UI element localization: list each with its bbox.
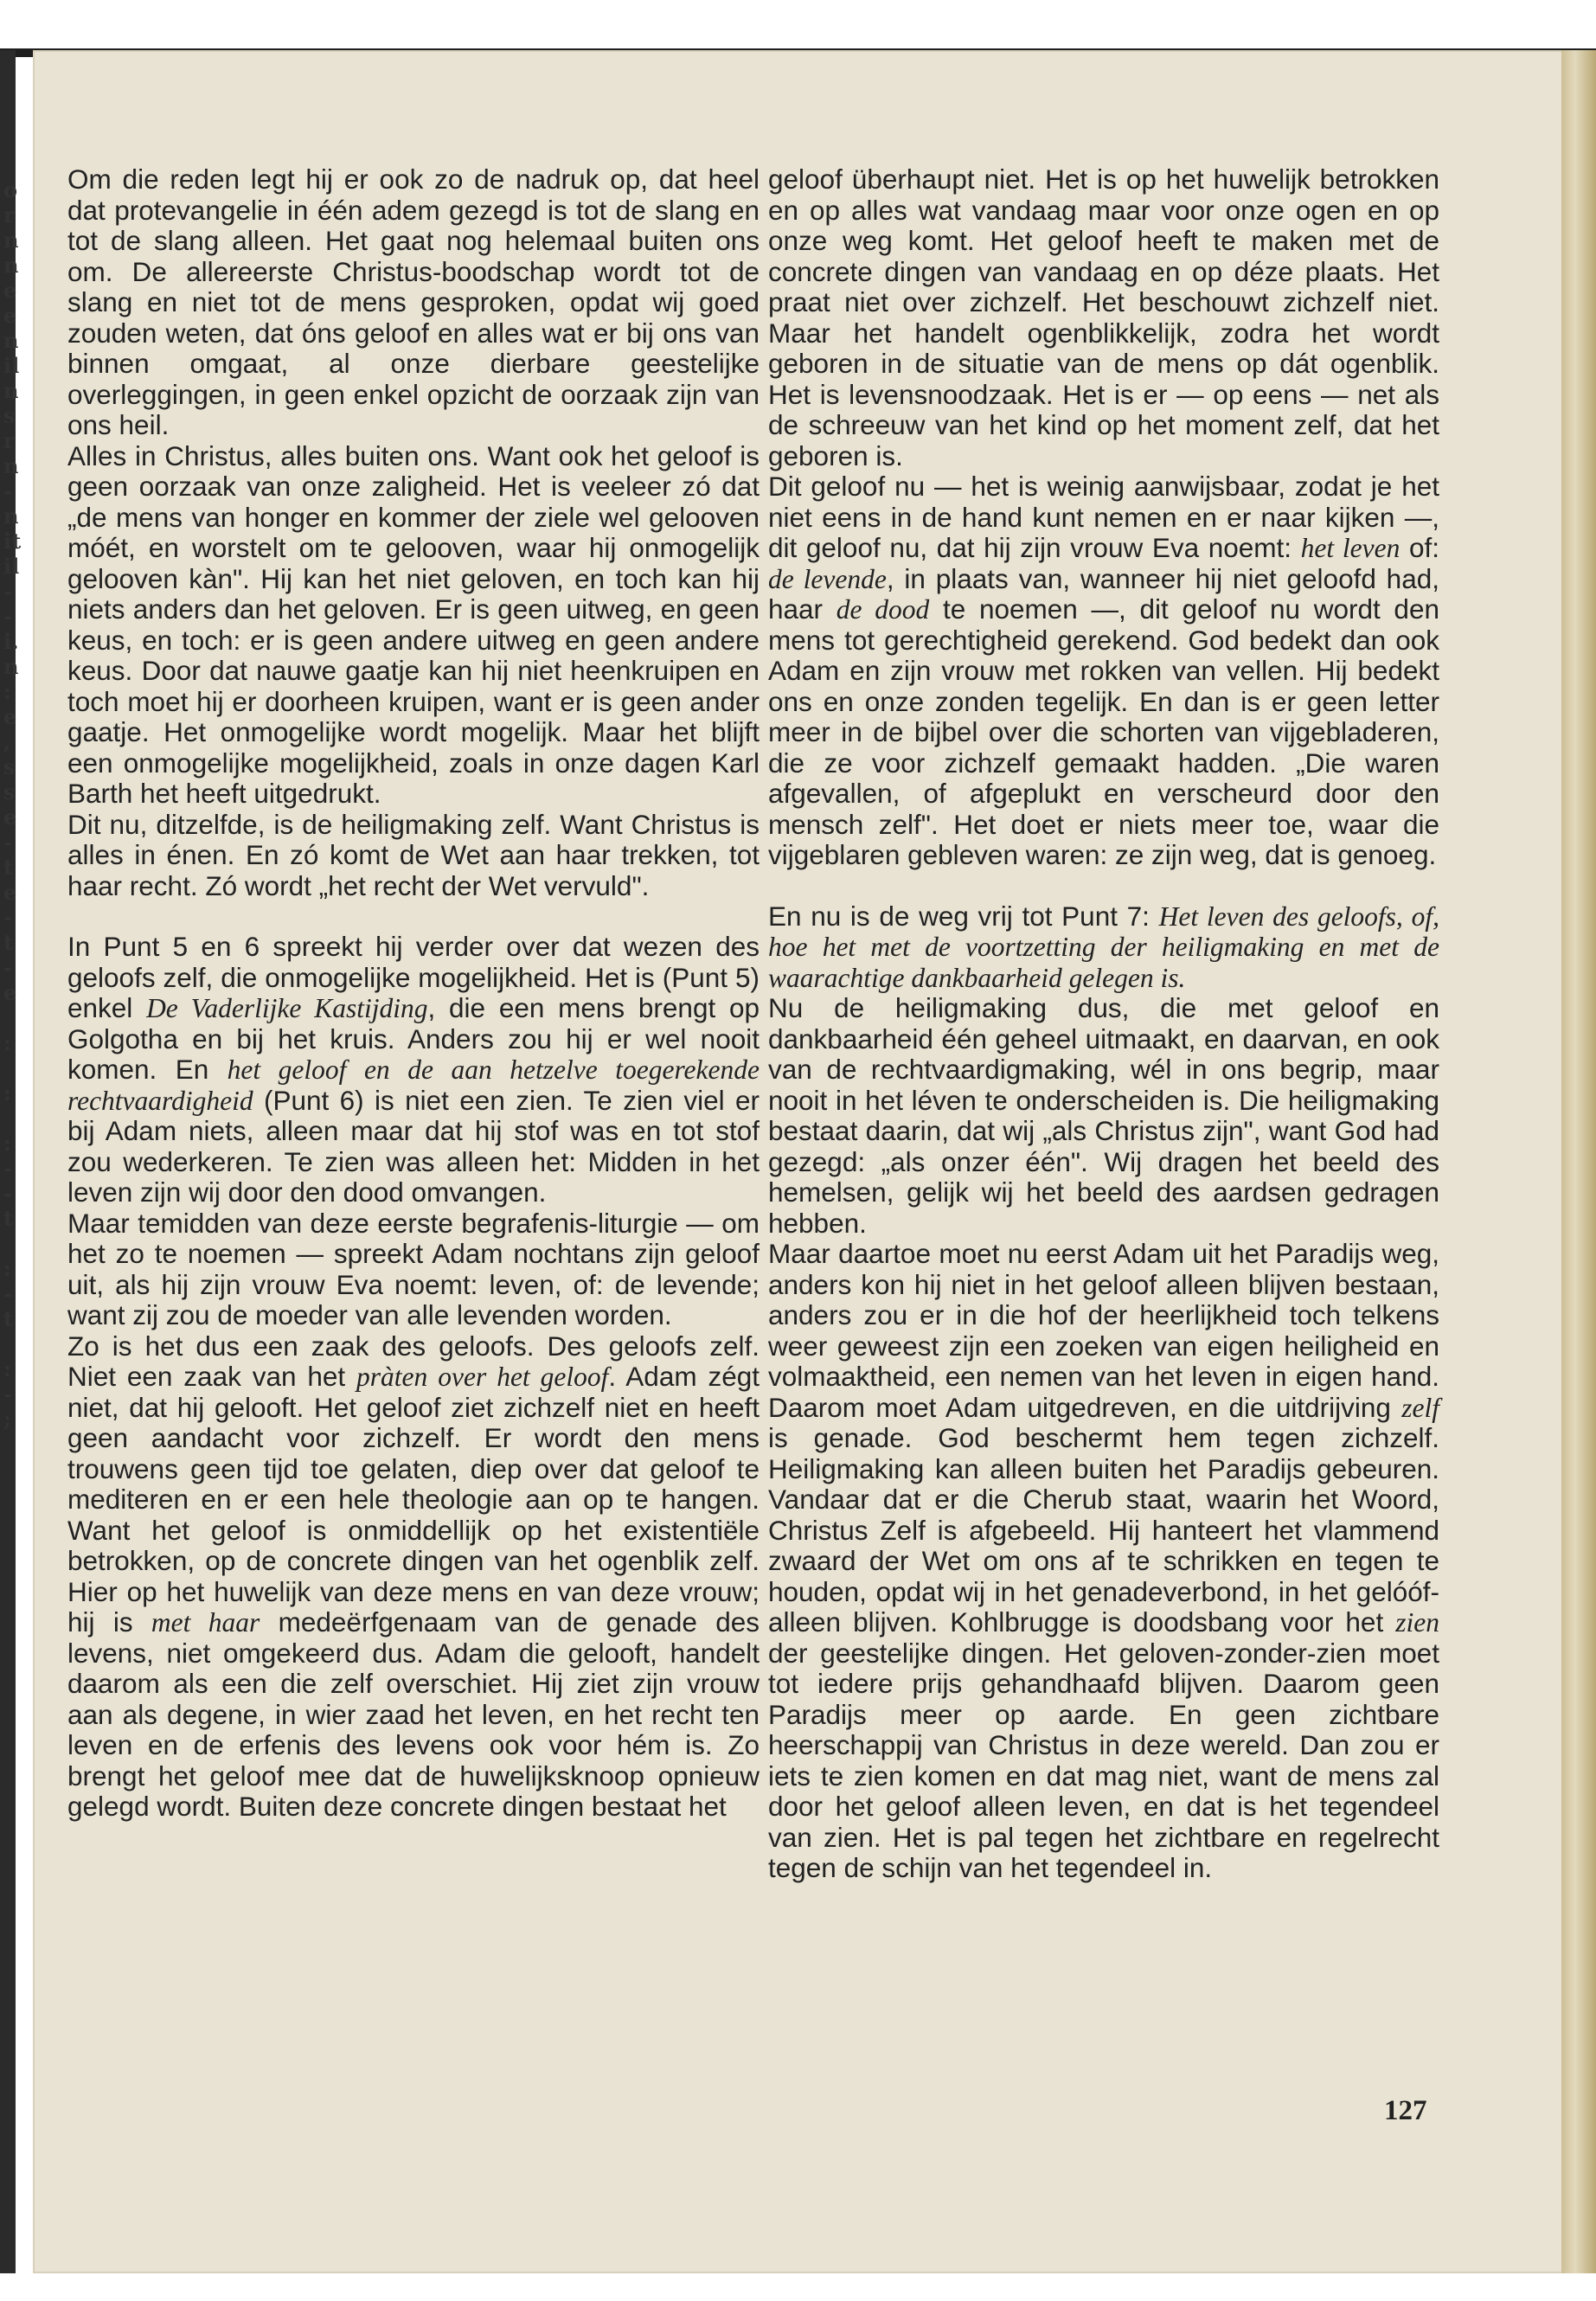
margin-fragment: n [3, 654, 19, 679]
text: Dit nu, ditzelfde, is de heiligmaking zelf. Want Christus is alles in énen. En zó komt de Wet aan haar trekken, tot haar recht. Zó wordt „het recht der Wet vervuld". [67, 808, 760, 901]
text: . Adam zégt niet, dat hij gelooft. Het geloof ziet zichzelf niet en heeft geen aandacht voor zichzelf. Er wordt den mens trouwens geen tijd toe gelaten, diep over dat geloof te mediteren en er een hele theologie aan op te hangen. Want het geloof is onmiddellijk op het existentiële betrokken, op de concrete dingen van het ogenblik zelf. Hier op het huwelijk van deze mens en van deze vrouw; hij is [67, 1361, 760, 1638]
italic-text: zien [1395, 1607, 1439, 1638]
text: Zo is het dus een zaak des geloofs. Des geloofs zelf. Niet een zaak van het [67, 1330, 760, 1392]
italic-text: Het leven des geloofs, of, hoe het met de voortzetting der heiligmaking en met de waarachtige dankbaarheid gelegen is. [768, 901, 1439, 993]
margin-fragment: - [3, 1281, 12, 1306]
margin-fragment: t [3, 930, 14, 955]
paragraph [67, 164, 760, 441]
margin-fragment: : [3, 679, 11, 704]
margin-fragment: r [3, 428, 15, 453]
margin-fragment: n [3, 453, 19, 478]
margin-fragment: - [3, 1381, 12, 1407]
text: Maar temidden van deze eerste begrafenis-liturgie — om het zo te noemen — spreekt Adam nochtans zijn geloof uit, als hij zijn vrouw Eva noemt: leven, of: de levende; want zij zou de moeder van alle levenden worden. [67, 1207, 760, 1330]
text: , die een mens brengt op Golgotha en bij het kruis. Anders zou hij er wel nooit komen. En [67, 992, 760, 1085]
margin-fragment [3, 1055, 29, 1080]
margin-fragment: e [3, 804, 17, 830]
margin-fragment: n [3, 378, 19, 403]
margin-fragment: n [3, 228, 19, 253]
italic-text: met haar [151, 1607, 260, 1638]
paragraph [768, 471, 1439, 871]
margin-fragment: it [3, 529, 22, 554]
margin-fragment: : [3, 1030, 11, 1055]
margin-fragment: t [3, 1206, 14, 1231]
margin-fragment: s [3, 403, 16, 428]
text: der geestelijke dingen. Het geloven-zonder-zien moet tot iedere prijs gehandhaafd blijven. Daarom geen Paradijs meer op aarde. En geen zichtbare heerschappij van Christus in deze wereld. Dan zou er iets te zien komen en dat mag niet, want de mens zal door het geloof alleen leven, en dat is het tegendeel van zien. Het is pal tegen het zichtbare en regelrecht tegen de schijn van het tegendeel in. [768, 1637, 1439, 1883]
text: Dit geloof nu — het is weinig aanwijsbaar, zodat je het niet eens in de hand kunt nemen en er naar kijken —, dit geloof nu, dat hij zijn vrouw Eva noemt: [768, 471, 1439, 563]
text: geloof überhaupt niet. Het is op het huwelijk betrokken en op alles wat vandaag maar voor onze ogen en op onze weg komt. Het geloof heeft te maken met de concrete dingen van vandaag en op déze plaats. Het praat niet over zichzelf. Het beschouwt zichzelf niet. Maar het handelt ogenblikkelijk, zodra het wordt geboren in de situatie van de mens op dát ogenblik. Het is levensnoodzaak. Het is er — op eens — net als de schreeuw van het kind op het moment zelf, dat het geboren is. [768, 163, 1439, 471]
text: En nu is de weg vrij tot Punt 7: [768, 900, 1159, 932]
margin-fragment: ; [3, 1407, 11, 1432]
paragraph [67, 810, 760, 902]
text: , in plaats van, wanneer hij niet geloofd had, haar [768, 562, 1439, 625]
margin-fragment: e [3, 880, 17, 905]
paragraph [67, 1208, 760, 1331]
previous-page-margin-fragments [3, 177, 29, 1432]
margin-fragment: - [3, 955, 12, 980]
margin-fragment: - [3, 604, 12, 629]
margin-fragment [3, 1231, 29, 1256]
margin-fragment: - [3, 1156, 12, 1181]
italic-text: zelf [1401, 1392, 1439, 1423]
italic-text: de levende [768, 563, 887, 594]
margin-fragment: : [3, 1131, 11, 1156]
text: of: [1400, 532, 1440, 563]
margin-fragment: e [3, 704, 17, 729]
italic-text: De Vaderlijke Kastijding [146, 993, 428, 1023]
margin-fragment: - [3, 830, 12, 855]
italic-text: het leven [1300, 533, 1401, 563]
margin-fragment: r [3, 202, 15, 228]
page-number: 127 [1384, 2095, 1427, 2126]
left-text-column [67, 164, 760, 1823]
margin-fragment: - [3, 1181, 12, 1206]
margin-fragment: e [3, 980, 17, 1005]
margin-fragment: s [3, 779, 16, 804]
text: te noemen —, dit geloof nu wordt den mens tot gerechtigheid gerekend. God bedekt dan ook Adam en zijn vrouw met rokken van vellen. Hij bedekt ons en onze zonden tegelijk. En dan is er geen letter meer in de bijbel over die schorten van vijgebladeren, die ze voor zichzelf gemaakt hadden. „Die waren afgevallen, of afgeplukt en verscheurd door den mensch zelf". Het doet er niets meer toe, waar die vijgeblaren gebleven waren: ze zijn weg, dat is genoeg. [768, 593, 1439, 870]
book-spine-edge [1561, 50, 1596, 2273]
margin-fragment: n [3, 328, 19, 353]
margin-fragment: s [3, 754, 16, 779]
margin-fragment: - [3, 579, 12, 604]
paragraph [768, 901, 1439, 994]
margin-fragment [3, 1331, 29, 1356]
margin-fragment: i. [3, 629, 19, 654]
italic-text: pràten over het geloof [356, 1362, 609, 1392]
text: medeërfgenaam van de genade des levens, niet omgekeerd dus. Adam die gelooft, handelt daarom als een die zelf overschiet. Hij ziet zijn vrouw aan als degene, in wier zaad het leven, en het recht ten leven en de erfenis des levens ook voor hém is. Zo brengt het geloof mee dat de huwelijksknoop opnieuw gelegd wordt. Buiten deze concrete dingen bestaat het [67, 1606, 760, 1822]
margin-fragment: o [3, 177, 18, 202]
margin-fragment: e [3, 278, 17, 303]
margin-fragment: - [3, 478, 12, 503]
paragraph [768, 993, 1439, 1239]
right-text-column [768, 164, 1439, 1884]
paragraph [67, 1331, 760, 1823]
margin-fragment: t [3, 855, 14, 880]
margin-fragment: : [3, 1356, 11, 1381]
margin-fragment [3, 1106, 29, 1131]
margin-fragment: - [3, 905, 12, 930]
text: Om die reden legt hij er ook zo de nadruk op, dat heel dat protevangelie in één adem gezegd is tot de slang en tot de slang alleen. Het gaat nog helemaal buiten ons om. De allereerste Christus-boodschap wordt tot de slang en niet tot de mens gesproken, opdat wij goed zouden weten, dat óns geloof en alles wat er bij ons van binnen omgaat, al onze dierbare geestelijke overleggingen, in geen enkel opzicht de oorzaak zijn van ons heil. [67, 163, 760, 440]
text: Maar daartoe moet nu eerst Adam uit het Paradijs weg, anders kon hij niet in het geloof alleen blijven bestaan, anders zou er in die hof der heerlijkheid toch telkens weer geweest zijn een zoeken van eigen heiligheid en volmaaktheid, een nemen van het leven in eigen hand. Daarom moet Adam uitgedreven, en die uitdrijving [768, 1238, 1439, 1423]
margin-fragment: il [3, 353, 20, 378]
margin-fragment: il [3, 554, 20, 579]
margin-fragment: n [3, 503, 19, 529]
margin-fragment: t [3, 1306, 14, 1331]
margin-fragment: , [3, 729, 11, 754]
paragraph [768, 164, 1439, 471]
text: is genade. God beschermt hem tegen zichzelf. Heiligmaking kan alleen buiten het Paradijs gebeuren. Vandaar dat er die Cherub staat, waarin het Woord, Christus Zelf is afgebeeld. Hij hanteert het vlammend zwaard der Wet om ons af te schrikken en tegen te houden, opdat wij in het genadeverbond, in het gelóóf-alleen blijven. Kohlbrugge is doodsbang voor het [768, 1422, 1439, 1638]
text: In Punt 5 en 6 spreekt hij verder over dat wezen des geloofs zelf, die onmogelijke mogelijkheid. Het is (Punt 5) enkel [67, 931, 760, 1023]
margin-fragment [3, 1005, 29, 1030]
italic-text: het geloof en de aan hetzelve toegerekende rechtvaardigheid [67, 1054, 760, 1116]
text: (Punt 6) is niet een zien. Te zien viel er bij Adam niets, alleen maar dat hij stof was en tot stof zou wederkeren. Te zien was alleen het: Midden in het leven zijn wij door den dood omvangen. [67, 1084, 760, 1208]
paragraph [67, 932, 760, 1208]
margin-fragment: e [3, 303, 17, 328]
margin-fragment: : [3, 1080, 11, 1106]
margin-fragment: : [3, 1256, 11, 1281]
paragraph [67, 441, 760, 810]
paragraph [768, 1239, 1439, 1884]
italic-text: de dood [836, 594, 930, 625]
margin-fragment: n [3, 253, 19, 278]
text: Nu de heiligmaking dus, die met geloof en dankbaarheid één geheel uitmaakt, en daarvan, en ook van de rechtvaardigmaking, wél in ons begrip, maar nooit in het léven te onderscheiden is. Die heiligmaking bestaat daarin, dat wij „als Christus zijn", want God had gezegd: „als onzer één". Wij dragen het beeld des hemelsen, gelijk wij het beeld des aardsen gedragen hebben. [768, 992, 1439, 1239]
text: Alles in Christus, alles buiten ons. Want ook het geloof is geen oorzaak van onze zaligheid. Het is veeleer zó dat „de mens van honger en kommer der ziele wel gelooven móét, en worstelt om te gelooven, waar hij onmogelijk gelooven kàn". Hij kan het niet geloven, en toch kan hij niets anders dan het geloven. Er is geen uitweg, en geen keus, en toch: er is geen andere uitweg en geen andere keus. Door dat nauwe gaatje kan hij niet heenkruipen en toch moet hij er doorheen kruipen, want er is geen ander gaatje. Het onmogelijke wordt mogelijk. Maar het blijft een onmogelijke mogelijkheid, zoals in onze dagen Karl Barth het heeft uitgedrukt. [67, 439, 760, 809]
